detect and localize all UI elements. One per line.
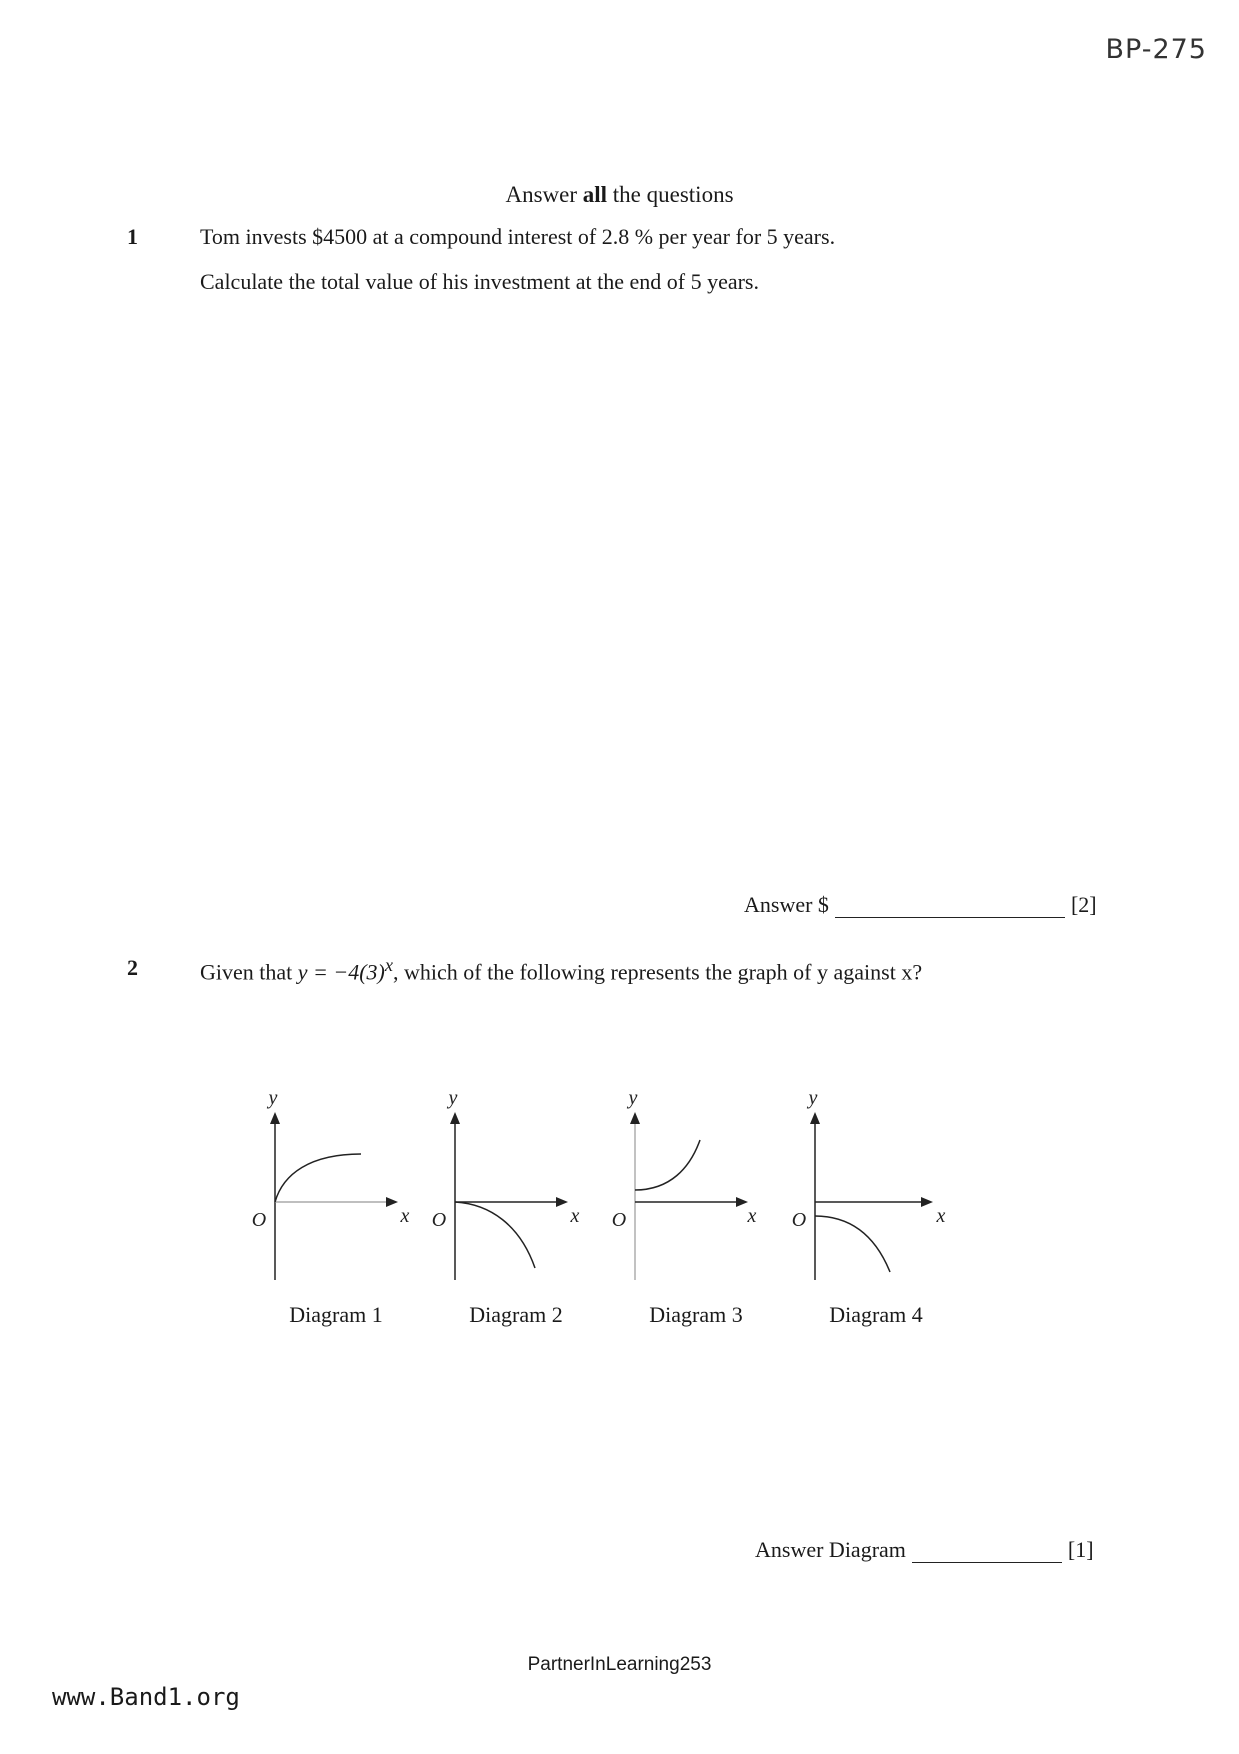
diagram-2-x-label: x: [570, 1205, 580, 1227]
question-2-text-suffix: , which of the following represents the graph of y against x?: [393, 959, 923, 985]
diagram-3-y-arrow: [630, 1112, 640, 1124]
question-2-marks: [1]: [1067, 1537, 1094, 1562]
diagram-1-y-label: y: [268, 1090, 278, 1109]
diagram-1-x-arrow: [386, 1197, 398, 1207]
diagram-1-curve: [275, 1154, 361, 1202]
instructions-prefix: Answer: [505, 182, 583, 207]
diagram-1-label: Diagram 1: [289, 1302, 383, 1327]
diagram-4-label: Diagram 4: [829, 1302, 923, 1327]
question-2-text: [200, 955, 922, 985]
question-2-answer: [755, 1537, 1094, 1563]
question-1-answer-label: Answer $: [744, 892, 829, 917]
diagram-4-x-label: x: [936, 1205, 946, 1227]
diagram-4-origin-label: O: [791, 1209, 807, 1231]
question-1-marks: [2]: [1070, 892, 1097, 917]
diagram-2-y-arrow: [450, 1112, 460, 1124]
question-2-answer-blank[interactable]: [912, 1540, 1062, 1563]
question-1-line-1: Tom invests $4500 at a compound interest of 2.8 % per year for 5 years.: [200, 224, 836, 249]
instructions-suffix: the questions: [607, 182, 734, 207]
question-1-answer-blank[interactable]: [835, 895, 1065, 918]
diagram-2-label: Diagram 2: [469, 1302, 563, 1327]
instructions-heading: [0, 182, 1239, 208]
diagram-3-x-arrow: [736, 1197, 748, 1207]
diagram-4-y-label: y: [808, 1090, 818, 1109]
diagram-1-origin-label: O: [251, 1209, 267, 1231]
diagram-4-curve: [815, 1216, 890, 1272]
question-1-number: 1: [127, 224, 138, 249]
question-1-answer: [744, 892, 1097, 918]
diagram-4-y-arrow: [810, 1112, 820, 1124]
question-2-answer-label: Answer Diagram: [755, 1537, 906, 1562]
diagram-3-x-label: x: [747, 1205, 757, 1227]
diagram-3-label: Diagram 3: [649, 1302, 743, 1327]
question-2-text-prefix: Given that: [200, 959, 298, 985]
question-2-equation: y = −4(3): [297, 959, 385, 985]
document-code: BP-275: [1105, 34, 1207, 65]
footer-text: PartnerInLearning253: [527, 1654, 712, 1675]
diagram-4-graph: [775, 1090, 955, 1290]
diagram-2-x-arrow: [556, 1197, 568, 1207]
diagram-2-graph: [415, 1090, 595, 1290]
instructions-bold: all: [582, 182, 608, 207]
diagram-3-graph: [595, 1090, 775, 1290]
diagram-2-origin-label: O: [431, 1209, 447, 1231]
diagram-2-y-label: y: [448, 1090, 458, 1109]
diagram-2-curve: [455, 1202, 535, 1268]
diagrams-row: [235, 1090, 955, 1340]
question-2-number: 2: [127, 955, 138, 980]
diagram-3-curve: [635, 1140, 700, 1190]
question-2-exponent: x: [384, 955, 394, 975]
diagram-1-x-label: x: [400, 1205, 410, 1227]
diagram-4-x-arrow: [921, 1197, 933, 1207]
question-1-line-2: Calculate the total value of his investment at the end of 5 years.: [200, 269, 759, 294]
diagram-3-origin-label: O: [611, 1209, 627, 1231]
website-link[interactable]: www.Band1.org: [52, 1683, 240, 1711]
diagram-1-graph: [235, 1090, 415, 1290]
diagram-3-y-label: y: [628, 1090, 638, 1109]
diagram-1-y-arrow: [270, 1112, 280, 1124]
